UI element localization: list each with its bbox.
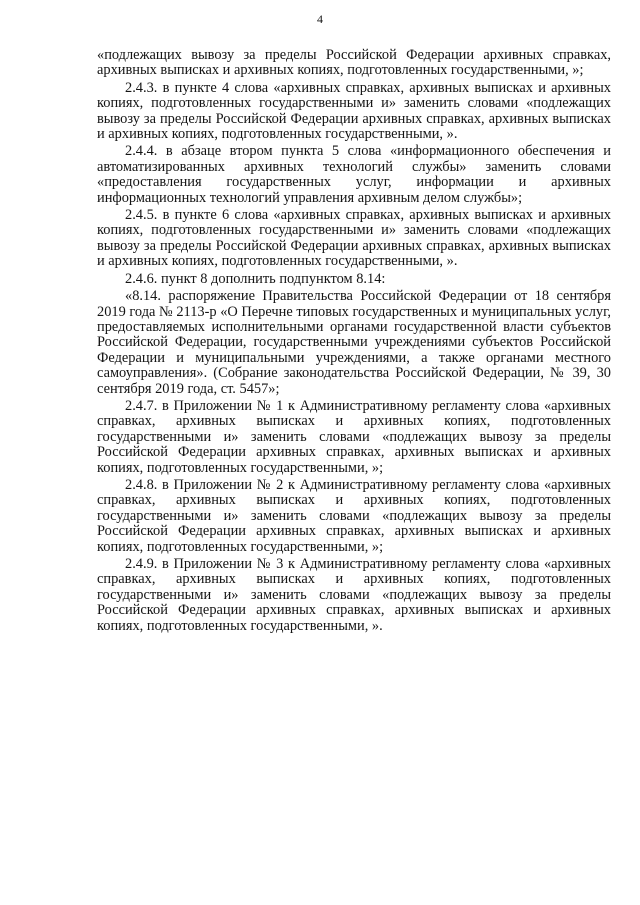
paragraph-2-4-5: 2.4.5. в пункте 6 слова «архивных справках, архивных выписках и архивных копиях, подготовленных государственными и» заменить словами «подлежащих вывозу за пределы Российской Федерации архивных справках, архивных выписках и архивных копиях, подготовленных государственными, ».	[97, 207, 611, 270]
paragraph-2-4-4: 2.4.4. в абзаце втором пункта 5 слова «информационного обеспечения и автоматизированных архивных технологий службы» заменить словами «предоставления государственных услуг, информации и архивных информационных технологий управления архивным делом службы»;	[97, 143, 611, 206]
paragraph-2-4-8: 2.4.8. в Приложении № 2 к Административному регламенту слова «архивных справках, архивных выписках и архивных копиях, подготовленных государственными и» заменить словами «подлежащих вывозу за пределы Российской Федерации архивных справках, архивных выписках и архивных копиях, подготовленных государственными, »;	[97, 476, 611, 555]
page-number: 4	[317, 12, 323, 26]
paragraph-2-4-7: 2.4.7. в Приложении № 1 к Административному регламенту слова «архивных справках, архивных выписках и архивных копиях, подготовленных государственными и» заменить словами «подлежащих вывозу за пределы Российской Федерации архивных справках, архивных выписках и архивных копиях, подготовленных государственными, »;	[97, 397, 611, 476]
paragraph-2-4-3: 2.4.3. в пункте 4 слова «архивных справках, архивных выписках и архивных копиях, подготовленных государственными и» заменить словами «подлежащих вывозу за пределы Российской Федерации архивных справках, архивных выписках и архивных копиях, подготовленных государственными, ».	[97, 79, 611, 143]
document-body	[97, 48, 611, 636]
paragraph-8-14: «8.14. распоряжение Правительства Российской Федерации от 18 сентября 2019 года № 2113-р «О Перечне типовых государственных и муниципальных услуг, предоставляемых исполнительными органами государственной власти субъектов Российской Федерации, государственными учреждениями субъектов Российской Федерации и муниципальными учреждениями, а также органами местного самоуправления». (Собрание законодательства Российской Федерации, № 39, 30 сентября 2019 года, ст. 5457»;	[97, 288, 611, 397]
paragraph-2-4-6: 2.4.6. пункт 8 дополнить подпунктом 8.14:	[125, 270, 386, 287]
paragraph-2-4-9: 2.4.9. в Приложении № 3 к Административному регламенту слова «архивных справках, архивных выписках и архивных копиях, подготовленных государственными и» заменить словами «подлежащих вывозу за пределы Российской Федерации архивных справках, архивных выписках и архивных копиях, подготовленных государственными, ».	[97, 556, 611, 634]
paragraph-continuation: «подлежащих вывозу за пределы Российской Федерации архивных справках, архивных выписках и архивных копиях, подготовленных государственными, »;	[97, 47, 611, 79]
